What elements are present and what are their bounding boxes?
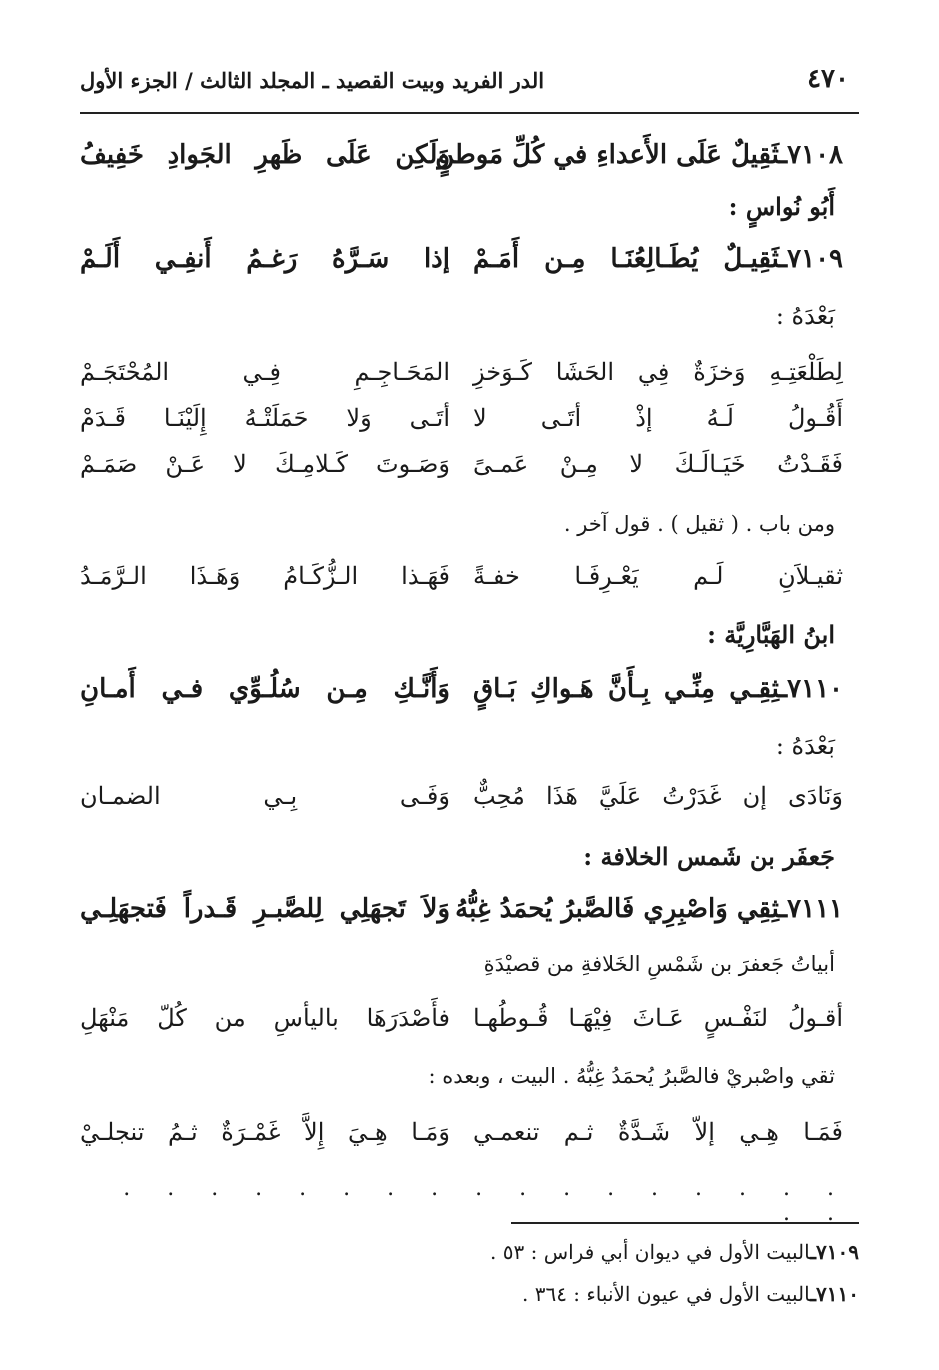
- verse-line: [80, 358, 859, 402]
- after-label: [80, 732, 859, 776]
- footnote-text: البيت الأول في عيون الأنباء : ٣٦٤ .: [522, 1282, 811, 1306]
- prose-line: [80, 512, 859, 556]
- verse-number: ٧١١٠ـ: [779, 674, 843, 704]
- ellipsis-right: . . . . . . . . . . . . . . . . . . .: [123, 1176, 849, 1226]
- hemistich-left: فأَصْدَرَهَا باليأسِ من كُلّ مَنْهَلِ: [80, 1004, 450, 1032]
- hemistich-right: لِطَلْعَتِـهِ وَخزَةٌ فِي الحَشَا كَـوَخزِ: [473, 358, 843, 386]
- hemistich-right: ثقيـلاَنِ لَـم يَعْـرِفَـا خفـةً: [473, 562, 843, 590]
- running-title: الدر الفريد وبيت القصيد ـ المجلد الثالث / الجزء الأول: [80, 68, 545, 93]
- header-rule: [80, 112, 859, 114]
- hemistich-right: ثَقِيلٌ عَلَى الأَعداءِ في كُلِّ مَوطنٍ: [435, 140, 780, 170]
- hemistich-right: ثِقِـي مِنِّـي بِـأَنَّ هَـواكِ بَـاقٍ: [473, 674, 780, 704]
- hemistich-right: وَنَادَى إن غَدَرْتُ عَلَيَّ هَذَا مُحِبٌّ: [473, 782, 843, 810]
- verse-line: [80, 674, 859, 718]
- poet-name: جَعفَر بن شَمس الخلافة :: [583, 842, 835, 871]
- hemistich-left: وَلاَ تَجهَلِي لِلصَّبـرِ قَـدراً فَتجهَلِـي: [80, 894, 450, 924]
- footnote: [522, 1282, 859, 1306]
- verse-line: [80, 140, 859, 184]
- verse-number: ٧١٠٩ـ: [779, 244, 843, 274]
- footnote: [490, 1240, 859, 1264]
- footnote-number: ٧١٠٩ـ: [810, 1240, 859, 1264]
- verse-line: [80, 450, 859, 494]
- poet-label: [80, 620, 859, 664]
- hemistich-left: فَهَـذا الـزُّكَـامُ وَهَـذَا الـرَّمَـدُ: [80, 562, 450, 590]
- poet-label: [80, 192, 859, 236]
- footnote-rule: [511, 1222, 859, 1224]
- hemistich-right: فَقَـدْتُ خَيَـالَـكَ لا مِـنْ عَمـىً: [473, 450, 843, 478]
- verse-line: [80, 1118, 859, 1162]
- hemistich-right: ثِقِي وَاصْبِرِي فَالصَّبرُ يُحمَدُ غِبُّهُ: [455, 894, 780, 924]
- page-number: ٤٧٠: [807, 64, 849, 94]
- hemistich-left: وَفَـى بِـي الضمـان: [80, 782, 450, 810]
- hemistich-left: وَأَنَّـكِ مِـن سُلُـوِّي فـي أَمـانِ: [80, 674, 450, 704]
- prose-line: [80, 952, 859, 996]
- hemistich-right: أَقُـولُ لَـهُ إذْ أتَـى لا: [473, 404, 843, 432]
- verse-line: [80, 404, 859, 448]
- hemistich-left: المَحَـاجِـمِ فِـي المُحْتَجَـمْ: [80, 358, 450, 386]
- hemistich-left: وَلَكِن عَلَى ظَهرِ الجَوادِ خَفِيفُ: [80, 140, 450, 170]
- prose-text: ومن باب . ( ثقيل ) . قول آخر .: [563, 512, 835, 536]
- page-header: [80, 64, 859, 100]
- verse-line: [80, 244, 859, 288]
- poet-label: [80, 842, 859, 886]
- hemistich-left: وَصَـوتَ كَـلامِـكَ لا عَـنْ صَمَـمْ: [80, 450, 450, 478]
- verse-number: ٧١٠٨ـ: [779, 140, 843, 170]
- after-label: [80, 302, 859, 346]
- after-label-text: بَعْدَهُ :: [775, 302, 835, 330]
- hemistich-left: إذا سَـرَّهُ رَغـمُ أَنفِـي أَلَـمْ: [80, 244, 450, 274]
- verse-line: [80, 1004, 859, 1048]
- hemistich-right: فَمَـا هِـي إلاّ شَـدَّةٌ ثـم تنعمـي: [473, 1118, 843, 1146]
- poet-name: أَبُو نُواسٍ :: [728, 192, 835, 221]
- verse-number: ٧١١١ـ: [779, 894, 843, 924]
- hemistich-left: وَمَـا هِـيَ إِلاَّ غَمْـرَةٌ ثـمُ تنجلـيْ: [80, 1118, 450, 1146]
- prose-text: أبياتُ جَعفرَ بن شَمْسِ الخَلافةِ من قصيْدَةِ: [483, 952, 835, 976]
- footnote-text: البيت الأول في ديوان أبي فراس : ٥٣ .: [490, 1240, 811, 1264]
- prose-line: [80, 1064, 859, 1108]
- verse-line: [80, 894, 859, 938]
- hemistich-left: أتَـى وَلا حَمَلَتْـهُ إِلَيْنَـا قَـدَمْ: [80, 404, 450, 432]
- ellipsis-row: [110, 1176, 849, 1226]
- verse-line: [80, 782, 859, 826]
- prose-text: ثقي واصْبريْ فالصَّبرُ يُحمَدُ غِبُّهُ . البيت ، وبعده :: [428, 1064, 835, 1088]
- hemistich-right: أقـولُ لنَفْـسٍ عَـاثَ فِيْهَـا قُـوطُهـا: [473, 1004, 843, 1032]
- verse-line: [80, 562, 859, 606]
- after-label-text: بَعْدَهُ :: [775, 732, 835, 760]
- hemistich-right: ثَقِيـلٌ يُطَـالِعُنَـا مِـن أَمَـمْ: [473, 244, 780, 274]
- footnote-number: ٧١١٠ـ: [810, 1282, 859, 1306]
- poet-name: ابنُ الهَبَّارِيَّة :: [707, 620, 835, 649]
